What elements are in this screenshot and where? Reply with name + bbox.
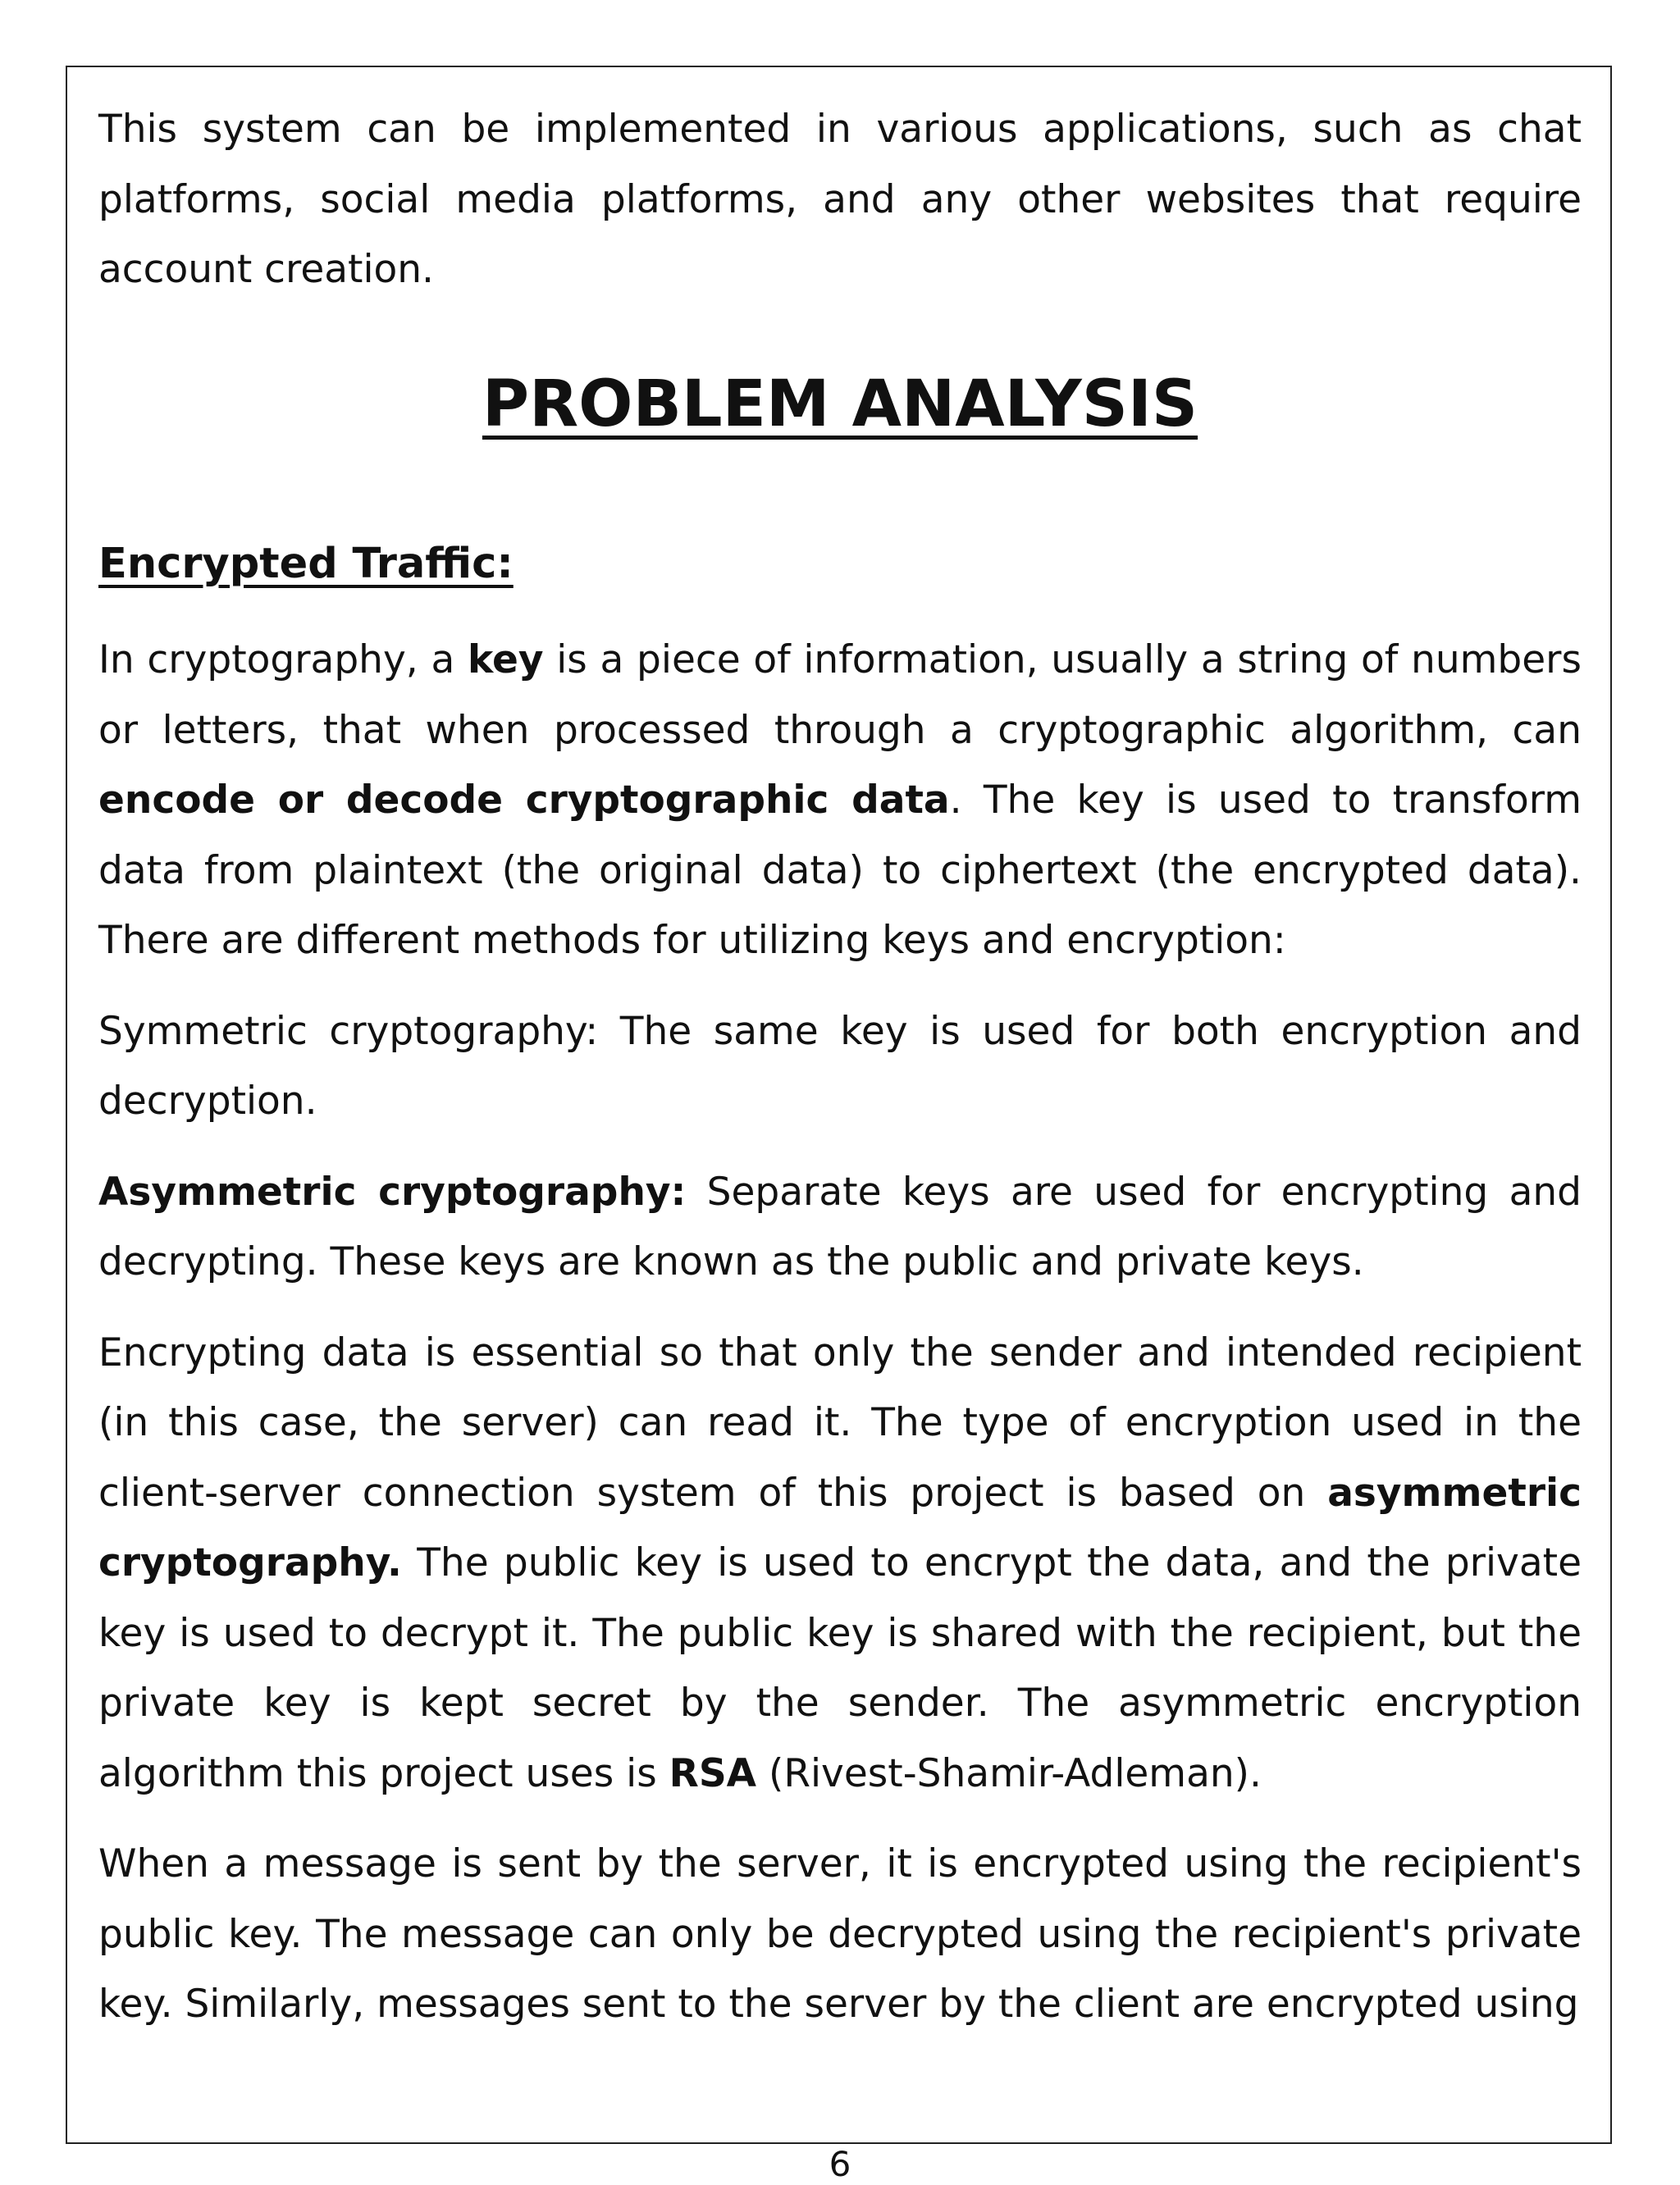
subsection-body bbox=[98, 625, 1582, 2040]
text-run: Separate keys are used for encrypting and decrypting. These keys are known as the public and private keys. bbox=[98, 1169, 1582, 1284]
bold-term-encode-decode: encode or decode cryptographic data bbox=[98, 778, 950, 823]
message-flow-paragraph: When a message is sent by the server, it is encrypted using the recipient's public key. The message can only be decrypted using the recipient's private key. Similarly, messages sent to the server by the client are encrypted using bbox=[98, 1841, 1582, 2027]
document-body bbox=[98, 94, 1582, 2027]
asymmetric-paragraph bbox=[98, 1157, 1582, 1298]
bold-term-asymmetric-cryptography: asymmetric cryptography. bbox=[98, 1470, 1582, 1585]
text-run: is a piece of information, usually a string of numbers or letters, that when processed through a cryptographic algorithm, can bbox=[98, 637, 1582, 753]
text-run: In cryptography, a bbox=[98, 637, 468, 682]
bold-term-rsa: RSA bbox=[669, 1750, 757, 1796]
intro-paragraph: This system can be implemented in various applications, such as chat platforms, social media platforms, and any other websites that require account creation. bbox=[98, 107, 1582, 292]
key-definition-paragraph bbox=[98, 625, 1582, 976]
text-run: . The key is used to transform data from plaintext (the original data) to ciphertext (the encrypted data). There are different methods for utilizing keys and encryption: bbox=[98, 778, 1582, 963]
encryption-purpose-paragraph bbox=[98, 1318, 1582, 1809]
bold-term-asymmetric: Asymmetric cryptography: bbox=[98, 1169, 687, 1215]
page-number: 6 bbox=[829, 2144, 851, 2184]
text-run: The public key is used to encrypt the data, and the private key is used to decrypt it. The public key is shared with the recipient, but the private key is kept secret by the sender. The asymmetric encryption algorithm this project uses is bbox=[98, 1540, 1582, 1796]
symmetric-paragraph: Symmetric cryptography: The same key is used for both encryption and decryption. bbox=[98, 1008, 1582, 1124]
text-run: (Rivest-Shamir-Adleman). bbox=[756, 1750, 1262, 1796]
section-heading: PROBLEM ANALYSIS bbox=[482, 367, 1198, 441]
bold-term-key: key bbox=[467, 637, 544, 682]
subsection-title: Encrypted Traffic: bbox=[98, 540, 514, 588]
text-run: Encrypting data is essential so that only the sender and intended recipient (in this case, the server) can read it. The type of encryption used in the client-server connection system of this project is based on bbox=[98, 1330, 1582, 1516]
